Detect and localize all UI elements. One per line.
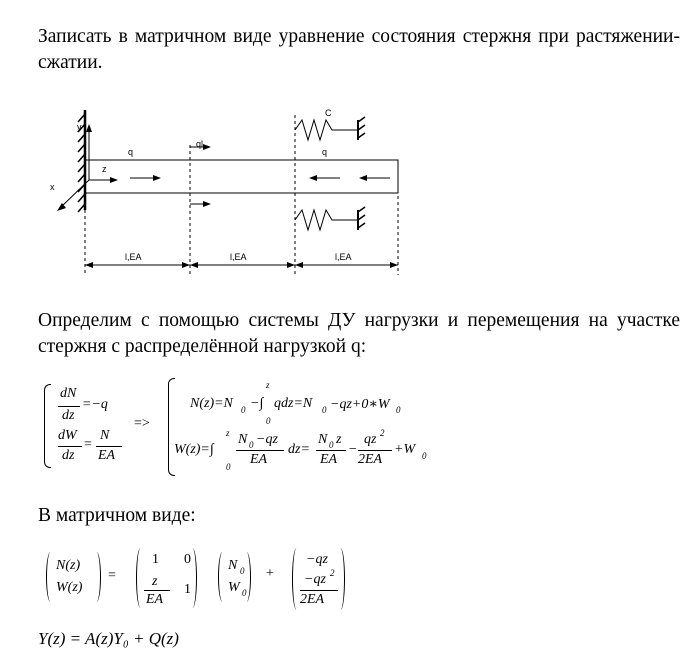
r2-f1-num-sub: 0 [249,440,254,450]
r2-f2-denominator: EA [320,452,338,467]
matrix-equals: = [108,568,116,583]
axis-x-label: x [50,182,55,192]
a21-numerator: z [152,574,158,589]
eq2-rhs-denominator: EA [98,448,116,463]
r2-f1-denominator: EA [250,452,268,467]
vector-v-1: N [228,558,238,573]
r2-tail: +W [394,442,416,457]
segment-label-3: l,EA [335,252,352,262]
eq2-denominator: dz [62,448,75,463]
implies-arrow: => [134,416,150,431]
r2-f2-num-sub: 0 [329,440,334,450]
vector-y-1: N(z) [56,558,81,573]
eq2-equals: = [84,437,92,452]
r1-sub2: 0 [322,405,327,415]
r2-int-bottom: 0 [226,462,231,472]
matrix-plus: + [266,566,274,581]
vector-y-2: W(z) [56,580,83,595]
left-brace [44,384,51,468]
r1-integral: −∫ [250,396,264,411]
rod-diagram [40,100,420,280]
r2-lhs: W(z)=∫ [174,442,214,457]
matrix-equation [38,548,378,614]
r1-sub3: 0 [396,405,401,415]
a12: 0 [184,552,191,567]
r2-tail-sub: 0 [422,451,427,461]
a11: 1 [152,552,159,567]
r2-f3-denominator: 2EA [358,452,383,467]
matrix-paragraph: В матричном виде: [38,505,196,526]
eq1-rhs: =−q [82,397,108,412]
r2-dz: dz= [288,442,310,457]
vector-v-2: W [228,580,240,595]
r2-f1-num-tail: −qz [256,432,278,447]
axis-z-label: z [102,164,107,174]
r1-int-bottom: 0 [266,416,271,426]
ode-system [38,378,658,478]
eq2-rhs-numerator: N [100,428,110,443]
a22: 1 [184,582,191,597]
segment-label-1: l,EA [125,252,142,262]
eq1-denominator: dz [62,408,75,423]
load-label-2: q [322,147,328,157]
r2-minus: − [348,442,358,457]
r2-f2-numerator: N [318,432,328,447]
q-vector-2-sup: 2 [330,568,335,578]
final-formula: Y(z) = A(z)Y₀ + Q(z) [38,629,179,648]
q-vector-2-numerator: −qz [304,572,326,587]
vector-v-1-sub: 0 [240,566,245,576]
vector-v-2-sub: 0 [242,588,247,598]
spring-label: C [325,108,332,118]
r1-rest: qdz=N [274,396,313,411]
axis-y-label: y [77,122,82,132]
eq2-numerator: dW [58,428,77,443]
force-label: ql [196,139,204,149]
segment-label-2: l,EA [230,252,247,262]
r2-f1-numerator: N [238,432,248,447]
r1-lhs: N(z)=N [190,396,233,411]
determine-paragraph: Определим с помощью системы ДУ нагрузки и перемещения на участке стержня с распределённой нагрузкой q: [38,310,680,357]
intro-paragraph: Записать в матричном виде уравнение состояния стержня при растяжении-сжатии. [38,26,680,73]
r1-int-top: z [266,380,270,390]
q-vector-1: −qz [306,552,328,567]
eq1-numerator: dN [60,386,77,401]
load-label-1: q [128,147,134,157]
r1-tail: −qz+0∗W [330,397,390,412]
r2-f3-numerator: qz [364,432,377,447]
a21-denominator: EA [146,592,164,607]
right-brace [168,378,175,476]
r2-f2-num-tail: z [336,432,342,447]
r2-f3-sup: 2 [380,428,385,438]
r2-int-top: z [226,428,230,438]
r1-sub: 0 [241,405,246,415]
q-vector-2-denominator: 2EA [300,592,325,607]
